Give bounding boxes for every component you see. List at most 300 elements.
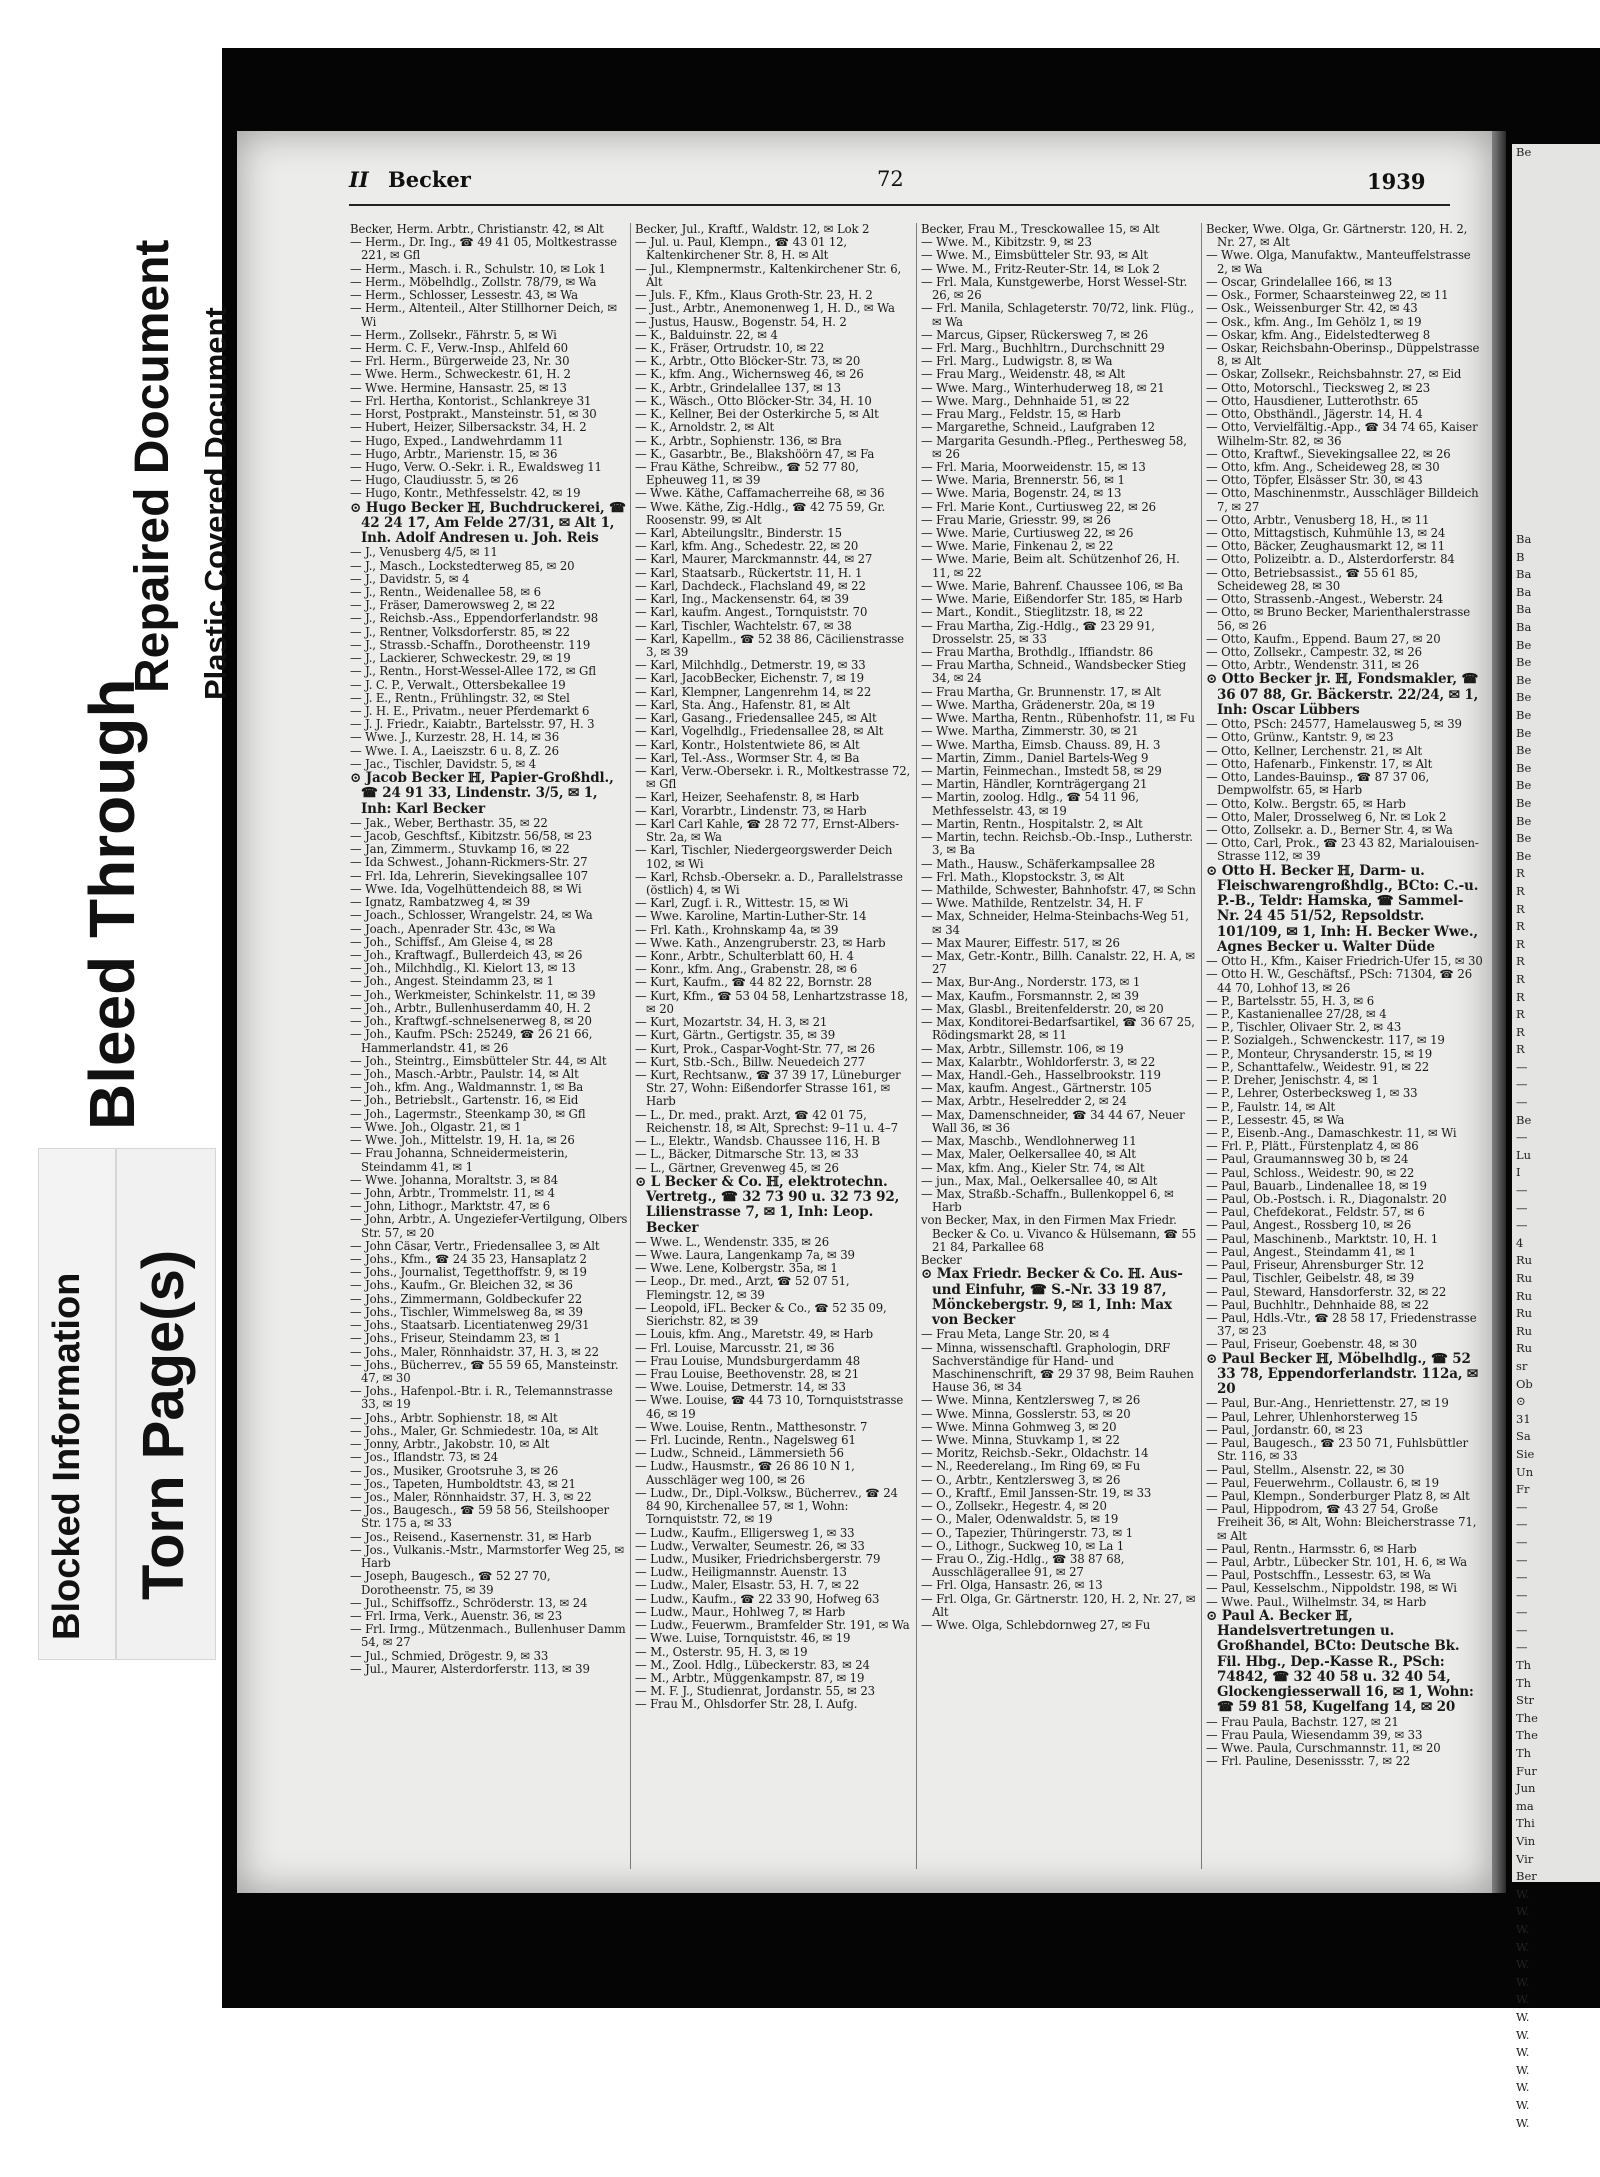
directory-entry: — Otto, Kolw.. Bergstr. 65, ✉ Harb xyxy=(1206,796,1406,811)
directory-entry: — Johs., Friseur, Steindamm 23, ✉ 1 xyxy=(350,1331,561,1346)
directory-entry: — Frl. Irma, Verk., Auenstr. 36, ✉ 23 xyxy=(350,1608,563,1623)
directory-entry: — Otto, Grünw., Kantstr. 9, ✉ 23 xyxy=(1206,730,1394,745)
directory-entry: — P. Dreher, Jenischstr. 4, ✉ 1 xyxy=(1206,1073,1379,1088)
directory-entry: — Paul, Graumannsweg 30 b, ✉ 24 xyxy=(1206,1152,1409,1167)
directory-entry: — Otto, Kraftwf., Sievekingsallee 22, ✉ 26 xyxy=(1206,446,1451,461)
directory-entry: — Wwe. Marie, Beim alt. Schützenhof 26, H. 11, ✉ 22 xyxy=(921,552,1180,580)
directory-entry: — Martin, Händler, Kornträgergang 21 xyxy=(921,777,1148,792)
adjacent-page-fragment xyxy=(1512,214,1600,232)
directory-entry: — Margarita Gesundh.-Pfleg., Perthesweg 58, ✉ 26 xyxy=(921,433,1187,461)
adjacent-page-fragment: R xyxy=(1516,989,1525,1004)
directory-entry: — Osk., Former, Schaarsteinweg 22, ✉ 11 xyxy=(1206,288,1449,303)
adjacent-page-fragment: — xyxy=(1516,1640,1528,1655)
directory-entry: ⊙ Otto Becker jr. ℍ, Fondsmakler, ☎ 36 07 88, Gr. Bäckerstr. 22/24, ✉ 1, Inh: Oscar Lübbers xyxy=(1206,671,1479,718)
adjacent-page-fragment: Thi xyxy=(1516,1816,1535,1831)
directory-entry: — Otto, Obsthändl., Jägerstr. 14, H. 4 xyxy=(1206,407,1423,422)
directory-entry: — Max, Straßb.-Schaffn., Bullenkoppel 6, ✉ Harb xyxy=(921,1186,1174,1215)
adjacent-page-fragment xyxy=(1512,496,1600,514)
blocked-information-label: Blocked Information xyxy=(46,1272,88,1640)
directory-entry: — Otto, Töpfer, Elsässer Str. 30, ✉ 43 xyxy=(1206,473,1423,488)
adjacent-page-fragment: Str xyxy=(1516,1693,1534,1708)
adjacent-page-fragment: Th xyxy=(1516,1675,1532,1690)
adjacent-page-fragment: ma xyxy=(1516,1798,1534,1813)
directory-entry: — Paul, Chefdekorat., Feldstr. 57, ✉ 6 xyxy=(1206,1205,1425,1220)
adjacent-page-fragment: Un xyxy=(1516,1464,1534,1479)
directory-entry: — Paul, Kesselschm., Nippoldstr. 198, ✉ Wi xyxy=(1206,1581,1457,1596)
directory-entry: — Paul, Bur.-Ang., Henriettenstr. 27, ✉ 19 xyxy=(1206,1396,1449,1411)
directory-entry: — L., Elektr., Wandsb. Chaussee 116, H. B xyxy=(635,1134,880,1149)
directory-entry: ⊙ Paul A. Becker ℍ, Handelsvertretungen u. Großhandel, BCto: Deutsche Bk. Fil. Hbg., Dep.-Kasse R., PSch: 74842, ☎ 32 40 58 u. 32 40 54, Glockengiesserwall 16, ✉ 1, Wohn: ☎ 59 81 58, Kugelfang 14, ✉ 20 xyxy=(1206,1607,1474,1716)
directory-entry: — Ludw., Musiker, Friedrichsbergerstr. 79 xyxy=(635,1552,881,1566)
directory-entry: — Wwe. L., Wendenstr. 335, ✉ 26 xyxy=(635,1234,829,1249)
directory-entry: — Ida Schwest., Johann-Rickmers-Str. 27 xyxy=(350,855,588,870)
adjacent-page-fragment: W. xyxy=(1516,1974,1530,1989)
directory-entry: — J., Strassb.-Schaffn., Dorotheenstr. 119 xyxy=(350,637,591,652)
directory-entry: — Wwe. Karoline, Martin-Luther-Str. 14 xyxy=(635,909,867,924)
adjacent-page-fragment: W. xyxy=(1516,1904,1530,1919)
adjacent-page-fragment: The xyxy=(1516,1710,1538,1725)
directory-entry: — M., Osterstr. 95, H. 3, ✉ 19 xyxy=(635,1644,808,1659)
directory-entry: — O., Kraftf., Emil Janssen-Str. 19, ✉ 33 xyxy=(921,1485,1152,1500)
adjacent-page-fragment: W. xyxy=(1516,1957,1530,1972)
directory-entry: — Karl, kaufm. Angest., Tornquiststr. 70 xyxy=(635,605,868,620)
adjacent-page-fragment: — xyxy=(1516,1200,1528,1215)
directory-entry: — Herm. C. F., Verw.-Insp., Ahlfeld 60 xyxy=(350,340,568,355)
adjacent-page-edge xyxy=(1512,144,1600,2130)
adjacent-page-fragment: Be xyxy=(1516,795,1532,810)
directory-entry: — K., Wäsch., Otto Blöcker-Str. 34, H. 10 xyxy=(635,393,872,408)
directory-entry: — Kurt, Gärtn., Gertigstr. 35, ✉ 39 xyxy=(635,1028,835,1043)
directory-entry: — Herm., Masch. i. R., Schulstr. 10, ✉ Lok 1 xyxy=(350,261,606,276)
adjacent-page-fragment xyxy=(1512,461,1600,479)
adjacent-page-fragment xyxy=(1512,513,1600,531)
directory-entry: — Jos., Maler, Rönnhaidstr. 37, H. 3, ✉ 22 xyxy=(350,1489,592,1504)
adjacent-page-fragment: — xyxy=(1516,1552,1528,1567)
adjacent-page-fragment: Vir xyxy=(1516,1851,1534,1866)
directory-entry: — Herm., Möbelhdlg., Zollstr. 78/79, ✉ Wa xyxy=(350,274,597,289)
directory-entry: — Wwe. M., Eimsbütteler Str. 93, ✉ Alt xyxy=(921,248,1148,263)
directory-entry: — Konr., kfm. Ang., Grabenstr. 28, ✉ 6 xyxy=(635,962,858,977)
adjacent-page-fragment: W. xyxy=(1516,2009,1530,2024)
directory-entry: — Karl, Vorarbtr., Lindenstr. 73, ✉ Harb xyxy=(635,803,867,818)
directory-entry: — Otto, Hafenarb., Finkenstr. 17, ✉ Alt xyxy=(1206,756,1433,771)
directory-entry: — K., Arbtr., Sophienstr. 136, ✉ Bra xyxy=(635,433,842,448)
directory-entry: — Frl. Marie Kont., Curtiusweg 22, ✉ 26 xyxy=(921,499,1156,514)
directory-entry: — Johs., Hafenpol.-Btr. i. R., Telemannstrasse 33, ✉ 19 xyxy=(350,1384,613,1412)
adjacent-page-fragment: Ru xyxy=(1516,1341,1533,1356)
directory-entry: — Ludw., Heiligmannstr. Auenstr. 13 xyxy=(635,1565,847,1580)
directory-entry: — Otto, Kaufm., Eppend. Baum 27, ✉ 20 xyxy=(1206,631,1441,646)
directory-entry: — Martin, techn. Reichsb.-Ob.-Insp., Lutherstr. 3, ✉ Ba xyxy=(921,830,1193,858)
directory-entry: — Paul, Angest., Steindamm 41, ✉ 1 xyxy=(1206,1244,1416,1259)
directory-entry: — Otto, Arbtr., Wendenstr. 311, ✉ 26 xyxy=(1206,658,1420,673)
column-2 xyxy=(635,223,913,1869)
directory-entry: ⊙ Jacob Becker ℍ, Papier-Großhdl., ☎ 24 91 33, Lindenstr. 3/5, ✉ 1, Inh: Karl Becker xyxy=(350,770,614,817)
directory-entry: — Jos., Reisend., Kasernenstr. 31, ✉ Harb xyxy=(350,1529,592,1544)
adjacent-page-fragment: R xyxy=(1516,971,1525,986)
directory-entry: ⊙ Hugo Becker ℍ, Buchdruckerei, ☎ 42 24 17, Am Felde 27/31, ✉ Alt 1, Inh. Adolf Andresen u. Joh. Reis xyxy=(350,499,626,547)
adjacent-page-fragment: I xyxy=(1516,1165,1521,1180)
adjacent-page-fragment: W. xyxy=(1516,2045,1530,2060)
directory-entry: — Otto H. W., Geschäftsf., PSch: 71304, ☎ 26 44 70, Lohhof 13, ✉ 26 xyxy=(1206,967,1472,995)
directory-entry: — Otto, kfm. Ang., Scheideweg 28, ✉ 30 xyxy=(1206,459,1440,474)
directory-entry: — P., Kastanienallee 27/28, ✉ 4 xyxy=(1206,1006,1387,1021)
directory-entry: — Joseph, Baugesch., ☎ 52 27 70, Dorotheenstr. 75, ✉ 39 xyxy=(350,1569,551,1597)
directory-entry: — P., Monteur, Chrysanderstr. 15, ✉ 19 xyxy=(1206,1046,1432,1061)
directory-entry: — Ludw., Kaufm., Elligersweg 1, ✉ 33 xyxy=(635,1525,855,1540)
directory-entry: — Otto, Kellner, Lerchenstr. 21, ✉ Alt xyxy=(1206,743,1423,758)
directory-entry: — Max, kaufm. Angest., Gärtnerstr. 105 xyxy=(921,1081,1152,1096)
directory-entry: — Joh., Angest. Steindamm 23, ✉ 1 xyxy=(350,974,554,989)
directory-entry: ⊙ Max Friedr. Becker & Co. ℍ. Aus- und Einfuhr, ☎ S.-Nr. 33 19 87, Mönckebergstr. 9, ✉ 1, Inh: Max von Becker xyxy=(921,1266,1183,1329)
directory-entry: — Wwe. Martha, Rentn., Rübenhofstr. 11, ✉ Fu xyxy=(921,711,1195,726)
directory-entry: — Max, Kaufm., Forsmannstr. 2, ✉ 39 xyxy=(921,988,1139,1003)
directory-entry: — Karl, Gasang., Friedensallee 245, ✉ Alt xyxy=(635,711,877,726)
directory-entry: — J., Fräser, Damerowsweg 2, ✉ 22 xyxy=(350,598,556,613)
directory-entry: — Joh., Kraftwgf.-schnelsenerweg 8, ✉ 20 xyxy=(350,1014,592,1029)
directory-entry: — Frau Marg., Weidenstr. 48, ✉ Alt xyxy=(921,367,1126,382)
directory-entry: — Frl. Manila, Schlageterstr. 70/72, link. Flüg., ✉ Wa xyxy=(921,301,1194,329)
directory-entry: — Joh., Werkmeister, Schinkelstr. 11, ✉ 39 xyxy=(350,987,596,1002)
adjacent-page-fragment: Be xyxy=(1516,1112,1532,1127)
directory-entry: — L., Dr. med., prakt. Arzt, ☎ 42 01 75, Reichenstr. 18, ✉ Alt, Sprechst: 9–11 u. 4–7 xyxy=(635,1107,898,1135)
adjacent-page-fragment: Ba xyxy=(1516,620,1532,635)
adjacent-page-fragment: Ru xyxy=(1516,1271,1533,1285)
adjacent-page-fragment: W. xyxy=(1516,2097,1530,2112)
adjacent-page-fragment: — xyxy=(1516,1095,1528,1110)
adjacent-page-fragment xyxy=(1512,338,1600,356)
directory-entry: — Frl. Kath., Krohnskamp 4a, ✉ 39 xyxy=(635,922,839,937)
directory-entry: — Kurt, Stb.-Sch., Billw. Neuedeich 277 xyxy=(635,1054,866,1069)
adjacent-page-fragment: R xyxy=(1516,866,1525,881)
adjacent-page-fragment: Be xyxy=(1516,831,1532,846)
directory-entry: — Herm., Altenteil., Alter Stillhorner Deich, ✉ Wi xyxy=(350,301,618,329)
directory-entry: — Hubert, Heizer, Silbersackstr. 34, H. 2 xyxy=(350,420,587,435)
directory-entry: — Margarethe, Schneid., Laufgraben 12 xyxy=(921,420,1155,435)
directory-entry: — Max, Bur-Ang., Norderstr. 173, ✉ 1 xyxy=(921,975,1141,990)
directory-entry: — Max, Maschb., Wendlohnerweg 11 xyxy=(921,1134,1137,1149)
adjacent-page-fragment: Be xyxy=(1516,637,1532,652)
adjacent-page-fragment: — xyxy=(1516,1605,1528,1620)
adjacent-page-fragment: B xyxy=(1516,549,1525,564)
directory-entry: — Wwe. Laura, Langenkamp 7a, ✉ 39 xyxy=(635,1247,855,1262)
adjacent-page-fragment: R xyxy=(1516,1024,1525,1039)
directory-entry: — Oskar, kfm. Ang., Eidelstedterweg 8 xyxy=(1206,327,1430,342)
directory-entry: — Johs., Arbtr. Sophienstr. 18, ✉ Alt xyxy=(350,1410,558,1425)
directory-entry: — Max, Arbtr., Heselredder 2, ✉ 24 xyxy=(921,1094,1127,1109)
directory-entry: — Wwe. Käthe, Caffamacherreihe 68, ✉ 36 xyxy=(635,486,885,501)
directory-entry: — O., Tapezier, Thüringerstr. 73, ✉ 1 xyxy=(921,1525,1134,1540)
adjacent-page-fragment: — xyxy=(1516,1622,1528,1637)
repaired-document-label: Repaired Document xyxy=(126,239,179,693)
directory-entry: — Jos., Tapeten, Humboldtstr. 43, ✉ 21 xyxy=(350,1476,576,1491)
directory-entry: — John Cäsar, Vertr., Friedensallee 3, ✉ Alt xyxy=(350,1238,600,1253)
directory-entry: Becker, Herm. Arbtr., Christianstr. 42, ✉ Alt xyxy=(350,222,604,236)
directory-entry: — Martin, Rentn., Hospitalstr. 2, ✉ Alt xyxy=(921,816,1143,831)
directory-entry: — Osk., kfm. Ang., Im Gehölz 1, ✉ 19 xyxy=(1206,314,1422,329)
directory-entry: — Wwe. Louise, ☎ 44 73 10, Tornquiststrasse 46, ✉ 19 xyxy=(635,1393,904,1421)
directory-entry: — Jul., Schiffsoffz., Schröderstr. 13, ✉ 24 xyxy=(350,1595,588,1610)
directory-entry: — Otto, Landes-Bauinsp., ☎ 87 37 06, Dempwolfstr. 65, ✉ Harb xyxy=(1206,770,1430,798)
directory-entry: — Horst, Postprakt., Mansteinstr. 51, ✉ 30 xyxy=(350,407,597,422)
directory-entry: — Oscar, Grindelallee 166, ✉ 13 xyxy=(1206,274,1393,289)
adjacent-page-fragment xyxy=(1512,302,1600,320)
directory-entry: — Jacob, Geschftsf., Kibitzstr. 56/58, ✉ 23 xyxy=(350,829,592,844)
directory-entry: — Joh., kfm. Ang., Waldmannstr. 1, ✉ Ba xyxy=(350,1080,584,1095)
directory-entry: — Wwe. I. A., Laeiszstr. 6 u. 8, Z. 26 xyxy=(350,743,559,758)
directory-entry: — Max, Getr.-Kontr., Billh. Canalstr. 22, H. A, ✉ 27 xyxy=(921,949,1195,977)
directory-entry: — John, Arbtr., Trommelstr. 11, ✉ 4 xyxy=(350,1185,555,1200)
directory-entry: — Johs., Maler, Gr. Schmiedestr. 10a, ✉ Alt xyxy=(350,1423,599,1438)
directory-entry: — Paul, Friseur, Goebenstr. 48, ✉ 30 xyxy=(1206,1337,1417,1352)
directory-entry: — Martin, zoolog. Hdlg., ☎ 54 11 96, Methfesselstr. 43, ✉ 19 xyxy=(921,790,1139,818)
directory-entry: — Wwe. M., Fritz-Reuter-Str. 14, ✉ Lok 2 xyxy=(921,261,1160,276)
adjacent-page-fragment xyxy=(1512,197,1600,215)
directory-entry: — Frau O., Zig.-Hdlg., ☎ 38 87 68, Ausschlägerallee 91, ✉ 27 xyxy=(921,1552,1125,1580)
adjacent-page-fragment xyxy=(1512,250,1600,268)
directory-entry: — Karl, Dachdeck., Flachsland 49, ✉ 22 xyxy=(635,578,866,593)
directory-entry: — P., Schanttafelw., Weidestr. 91, ✉ 22 xyxy=(1206,1059,1430,1074)
directory-entry: — Hugo, Kontr., Methfesselstr. 42, ✉ 19 xyxy=(350,486,581,501)
directory-entry: — Paul, Baugesch., ☎ 23 50 71, Fuhlsbüttler Str. 116, ✉ 33 xyxy=(1206,1436,1468,1464)
directory-entry: — Karl, Kontr., Holstentwiete 86, ✉ Alt xyxy=(635,737,860,752)
directory-entry: — Frl. Irmg., Mützenmach., Bullenhuser Damm 54, ✉ 27 xyxy=(350,1622,626,1650)
directory-entry: — Frl. Olga, Gr. Gärtnerstr. 120, H. 2, Nr. 27, ✉ Alt xyxy=(921,1591,1196,1619)
directory-entry: — Frl. P., Plätt., Fürstenplatz 4, ✉ 86 xyxy=(1206,1139,1419,1154)
directory-entry: — Oskar, Reichsbahn-Oberinsp., Düppelstrasse 8, ✉ Alt xyxy=(1206,340,1480,369)
directory-entry: — Paul, Rentn., Harmsstr. 6, ✉ Harb xyxy=(1206,1541,1417,1556)
directory-entry: — Moritz, Reichsb.-Sekr., Oldachstr. 14 xyxy=(921,1446,1149,1461)
directory-entry: — Otto, Betriebsassist., ☎ 55 61 85, Scheideweg 28, ✉ 30 xyxy=(1206,565,1418,593)
directory-entry: — Joh., Steintrg., Eimsbütteler Str. 44, ✉ Alt xyxy=(350,1053,607,1068)
directory-entry: — Johs., Bücherrev., ☎ 55 59 65, Mansteinstr. 47, ✉ 30 xyxy=(350,1357,619,1385)
directory-entry: — Jul., Schmied, Drögestr. 9, ✉ 33 xyxy=(350,1648,549,1663)
directory-entry: Becker, Wwe. Olga, Gr. Gärtnerstr. 120, H. 2, Nr. 27, ✉ Alt xyxy=(1206,222,1468,250)
directory-entry: — Jac., Tischler, Davidstr. 5, ✉ 4 xyxy=(350,756,537,771)
adjacent-page-fragment: The xyxy=(1516,1728,1538,1743)
adjacent-page-fragment: Be xyxy=(1516,672,1532,687)
directory-entry: — L., Bäcker, Ditmarsche Str. 13, ✉ 33 xyxy=(635,1147,859,1162)
adjacent-page-fragment: sr xyxy=(1516,1358,1528,1373)
directory-entry: — Wwe. Marie, Eißendorfer Str. 185, ✉ Harb xyxy=(921,592,1183,607)
directory-entry: — Paul, Friseur, Ahrensburger Str. 12 xyxy=(1206,1258,1425,1273)
directory-entry: — Wwe. Martha, Zimmerstr. 30, ✉ 21 xyxy=(921,724,1139,739)
directory-entry: — Johs., Journalist, Tegetthoffstr. 9, ✉ 19 xyxy=(350,1265,587,1280)
directory-entry: — Jos., Iflandstr. 73, ✉ 24 xyxy=(350,1450,498,1465)
adjacent-page-fragment xyxy=(1512,162,1600,180)
directory-entry: — Ludw., Hausmstr., ☎ 26 86 10 N 1, Ausschläger weg 100, ✉ 26 xyxy=(635,1459,855,1487)
directory-entry: — Minna, wissenschaftl. Graphologin, DRF Sachverständige für Hand- und Maschinenschrift, ☎ 29 37 98, Beim Rauhen Hause 36, ✉ 34 xyxy=(921,1340,1194,1395)
column-1 xyxy=(350,223,628,1869)
directory-entry: — J., Venusberg 4/5, ✉ 11 xyxy=(350,545,498,560)
directory-entry: — J., Rentn., Horst-Wessel-Allee 172, ✉ Gfl xyxy=(350,664,596,679)
directory-entry: — Ludw., Verwalter, Seumestr. 26, ✉ 33 xyxy=(635,1538,865,1553)
directory-entry: — Johs., Staatsarb. Licentiatenweg 29/31 xyxy=(350,1318,590,1333)
directory-entry: — J. H. E., Privatm., neuer Pferdemarkt 6 xyxy=(350,703,590,718)
directory-entry: — Frau Paula, Wiesendamm 39, ✉ 33 xyxy=(1206,1727,1423,1742)
directory-entry: ⊙ Otto H. Becker ℍ, Darm- u. Fleischwarengroßhdlg., BCto: C.-u. P.-B., Teldr: Hamska, ☎ Sammel-Nr. 24 45 51/52, Repsoldstr. 101/109, ✉ 1, Inh: H. Becker Wwe., Agnes Becker u. Walter Düde xyxy=(1206,862,1479,955)
adjacent-page-fragment: Be xyxy=(1516,690,1532,705)
directory-entry: — Joach., Schlosser, Wrangelstr. 24, ✉ Wa xyxy=(350,908,593,923)
directory-entry: — Joh., Arbtr., Bullenhuserdamm 40, H. 2 xyxy=(350,1000,591,1015)
directory-entry: — Frl. Pauline, Desenissstr. 7, ✉ 22 xyxy=(1206,1754,1411,1769)
directory-entry: — Frl. Mala, Kunstgewerbe, Horst Wessel-Str. 26, ✉ 26 xyxy=(921,274,1188,303)
directory-entry: — Karl, Klempner, Langenrehm 14, ✉ 22 xyxy=(635,684,872,699)
directory-entry: — Max, Glasbl., Breitenfelderstr. 20, ✉ 20 xyxy=(921,1001,1164,1016)
directory-entry: — P., Bartelsstr. 55, H. 3, ✉ 6 xyxy=(1206,993,1375,1008)
directory-entry: — O., Maler, Odenwaldstr. 5, ✉ 19 xyxy=(921,1512,1119,1527)
adjacent-page-fragment: R xyxy=(1516,883,1525,898)
adjacent-page-fragment xyxy=(1512,267,1600,285)
directory-entry: — Kurt, Kfm., ☎ 53 04 58, Lenhartzstrasse 18, ✉ 20 xyxy=(635,988,909,1016)
directory-entry: — Karl, Tischler, Niedergeorgswerder Deich 102, ✉ Wi xyxy=(635,843,893,871)
directory-entry: — Johs., Kfm., ☎ 24 35 23, Hansaplatz 2 xyxy=(350,1252,587,1267)
adjacent-page-fragment: — xyxy=(1516,1218,1528,1233)
adjacent-page-fragment: W. xyxy=(1516,2027,1530,2042)
adjacent-page-fragment: W. xyxy=(1516,2080,1530,2095)
directory-entry: — Paul, Schloss., Weidestr. 90, ✉ 22 xyxy=(1206,1165,1415,1180)
header-rule xyxy=(349,204,1450,206)
directory-entry: — Otto, Polizeibtr. a. D., Alsterdorferstr. 84 xyxy=(1206,552,1455,567)
directory-entry: — Frl. Math., Klopstockstr. 3, ✉ Alt xyxy=(921,869,1125,884)
directory-entry: — Otto, Strassenb.-Angest., Weberstr. 24 xyxy=(1206,592,1444,607)
directory-entry: — Osk., Weissenburger Str. 42, ✉ 43 xyxy=(1206,301,1418,316)
directory-entry: — Otto, Maler, Drosselweg 6, Nr. ✉ Lok 2 xyxy=(1206,809,1447,824)
adjacent-page-fragment: — xyxy=(1516,1499,1528,1514)
directory-entry: — Paul, Arbtr., Lübecker Str. 101, H. 6, ✉ Wa xyxy=(1206,1555,1467,1570)
directory-entry: — Mart., Kondit., Stieglitzstr. 18, ✉ 22 xyxy=(921,605,1144,620)
directory-entry: — P., Faulstr. 14, ✉ Alt xyxy=(1206,1099,1336,1114)
directory-entry: — J., Rentner, Volksdorferstr. 85, ✉ 22 xyxy=(350,624,570,639)
column-4 xyxy=(1206,223,1484,1869)
running-head-name: Becker xyxy=(387,167,471,192)
directory-entry: — Joach., Apenrader Str. 43c, ✉ Wa xyxy=(350,921,556,936)
directory-entry: — J., Lackierer, Schweckestr. 29, ✉ 19 xyxy=(350,651,571,666)
directory-entry: — Paul, Ob.-Postsch. i. R., Diagonalstr. 20 xyxy=(1206,1192,1447,1207)
directory-entry: — K., Fräser, Ortrudstr. 10, ✉ 22 xyxy=(635,340,825,355)
directory-entry: — Louis, kfm. Ang., Maretstr. 49, ✉ Harb xyxy=(635,1327,874,1342)
directory-entry: — Wwe. Johanna, Moraltstr. 3, ✉ 84 xyxy=(350,1172,559,1187)
directory-entry: — Karl, Staatsarb., Rückertstr. 11, H. 1 xyxy=(635,565,863,580)
directory-entry: — Paul, Maschinenb., Marktstr. 10, H. 1 xyxy=(1206,1231,1438,1246)
directory-entry: — Ludw., Feuerwm., Bramfelder Str. 191, ✉ Wa xyxy=(635,1618,910,1633)
adjacent-page-fragment: Ba xyxy=(1516,532,1532,547)
directory-entry: — Wwe. Marg., Dehnhaide 51, ✉ 22 xyxy=(921,393,1130,408)
directory-entry: — Otto, Hausdiener, Lutterothstr. 65 xyxy=(1206,393,1419,408)
directory-entry: — Ludw., Kaufm., ☎ 22 33 90, Hofweg 63 xyxy=(635,1591,880,1606)
directory-entry: — M. F. J., Studienrat, Jordanstr. 55, ✉ 23 xyxy=(635,1684,875,1699)
directory-entry: — K., Arnoldstr. 2, ✉ Alt xyxy=(635,420,775,435)
directory-entry: — Paul, Feuerwehrm., Collaustr. 6, ✉ 19 xyxy=(1206,1475,1439,1490)
directory-entry: — Jos., Vulkanis.-Mstr., Marmstorfer Weg 25, ✉ Harb xyxy=(350,1542,625,1571)
directory-entry: — Oskar, Zollsekr., Reichsbahnstr. 27, ✉ Eid xyxy=(1206,367,1462,382)
directory-entry: — Ludw., Schneid., Lämmersieth 56 xyxy=(635,1446,844,1461)
directory-entry: — Johs., Tischler, Wimmelsweg 8a, ✉ 39 xyxy=(350,1304,583,1319)
directory-entry: — Wwe. Marg., Winterhuderweg 18, ✉ 21 xyxy=(921,380,1165,395)
directory-entry: — John, Arbtr., A. Ungeziefer-Vertilgung, Olbers Str. 57, ✉ 20 xyxy=(350,1212,628,1240)
running-head xyxy=(349,167,471,192)
directory-entry: — Ignatz, Rambatzweg 4, ✉ 39 xyxy=(350,895,530,910)
directory-entry: — Max, Maler, Oelkersallee 40, ✉ Alt xyxy=(921,1147,1136,1162)
directory-entry: — Leop., Dr. med., Arzt, ☎ 52 07 51, Flemingstr. 12, ✉ 39 xyxy=(635,1274,850,1302)
directory-entry: — Ludw., Maler, Elsastr. 53, H. 7, ✉ 22 xyxy=(635,1578,860,1593)
adjacent-page-fragment: W. xyxy=(1516,1886,1530,1901)
adjacent-page-fragment xyxy=(1512,179,1600,197)
directory-entry: — Frau Meta, Lange Str. 20, ✉ 4 xyxy=(921,1327,1110,1342)
directory-entry: — Joh., Milchhdlg., Kl. Kielort 13, ✉ 13 xyxy=(350,961,576,976)
directory-entry: — Konr., Arbtr., Schulterblatt 60, H. 4 xyxy=(635,949,854,964)
directory-entry: — J. C. P., Verwalt., Ottersbekallee 19 xyxy=(350,677,566,692)
directory-entry: — Martin, Zimm., Daniel Bartels-Weg 9 xyxy=(921,750,1149,765)
directory-entry: — Wwe. Maria, Brennerstr. 56, ✉ 1 xyxy=(921,473,1125,488)
directory-entry: — Max, Arbtr., Sillemstr. 106, ✉ 19 xyxy=(921,1041,1124,1056)
adjacent-page-fragment: Ru xyxy=(1516,1253,1533,1268)
directory-entry: — Karl, Milchhdlg., Detmerstr. 19, ✉ 33 xyxy=(635,658,866,673)
directory-entry: — Jul., Klempnermstr., Kaltenkirchener Str. 6, Alt xyxy=(635,261,902,289)
directory-entry: — Joh., Masch.-Arbtr., Paulstr. 14, ✉ Alt xyxy=(350,1066,579,1081)
directory-entry: — Otto H., Kfm., Kaiser Friedrich-Ufer 15, ✉ 30 xyxy=(1206,954,1483,969)
column-divider xyxy=(1201,223,1202,1869)
directory-entry: — Wwe. Maria, Bogenstr. 24, ✉ 13 xyxy=(921,486,1122,501)
directory-entry: von Becker, Max, in den Firmen Max Friedr. Becker & Co. u. Vivanco & Hülsemann, ☎ 55 21 84, Parkallee 68 xyxy=(921,1213,1197,1254)
adjacent-page-fragment xyxy=(1512,390,1600,408)
directory-entry: — Frau Martha, Zig.-Hdlg., ☎ 23 29 91, Drosselstr. 25, ✉ 33 xyxy=(921,618,1155,646)
directory-entry: — P. Sozialgeh., Schwenckestr. 117, ✉ 19 xyxy=(1206,1033,1445,1048)
directory-entry: — Herm., Zollsekr., Fährstr. 5, ✉ Wi xyxy=(350,327,557,342)
directory-entry: — Karl, Tel.-Ass., Wormser Str. 4, ✉ Ba xyxy=(635,750,860,765)
directory-entry: — Frau Martha, Schneid., Wandsbecker Stieg 34, ✉ 24 xyxy=(921,658,1187,686)
adjacent-page-fragment: Sie xyxy=(1516,1446,1535,1461)
directory-entry: — Paul, Hippodrom, ☎ 43 27 54, Große Freiheit 36, ✉ Alt, Wohn: Bleicherstrasse 71, ✉ Alt xyxy=(1206,1502,1477,1543)
directory-entry: — Marcus, Gipser, Rückersweg 7, ✉ 26 xyxy=(921,327,1149,342)
directory-entry: — Karl, kfm. Ang., Schedestr. 22, ✉ 20 xyxy=(635,539,859,554)
adjacent-page-fragment xyxy=(1512,443,1600,461)
directory-entry: — Paul, Buchhltr., Dehnhaide 88, ✉ 22 xyxy=(1206,1297,1429,1312)
directory-entry: — Frl. Olga, Hansastr. 26, ✉ 13 xyxy=(921,1578,1103,1593)
directory-entry: — Wwe. Paul., Wilhelmstr. 34, ✉ Harb xyxy=(1206,1594,1427,1609)
adjacent-page-fragment xyxy=(1512,373,1600,391)
directory-entry: — Just., Arbtr., Anemonenweg 1, H. D., ✉ Wa xyxy=(635,301,895,316)
adjacent-page-fragment: R xyxy=(1516,919,1525,934)
directory-entry: — Frl. Lucinde, Rentn., Nagelsweg 61 xyxy=(635,1433,856,1448)
adjacent-page-fragment: Be xyxy=(1516,655,1532,670)
adjacent-page-fragment: — xyxy=(1516,1059,1528,1074)
adjacent-page-fragment: Be xyxy=(1516,813,1532,828)
directory-entry: — Wwe. Minna Gohmweg 3, ✉ 20 xyxy=(921,1419,1117,1434)
directory-entry: — Otto, Carl, Prok., ☎ 23 43 82, Marialouisen-Strasse 112, ✉ 39 xyxy=(1206,836,1479,864)
adjacent-page-fragment: — xyxy=(1516,1183,1528,1198)
directory-entry: — Frl. Marg., Ludwigstr. 8, ✉ Wa xyxy=(921,354,1113,369)
section-number: II xyxy=(349,167,369,192)
directory-entry: — Wwe. Olga, Schlebdornweg 27, ✉ Fu xyxy=(921,1618,1151,1633)
directory-entry: — Max, Schneider, Helma-Steinbachs-Weg 51, ✉ 34 xyxy=(921,909,1189,937)
directory-entry: — M., Zool. Hdlg., Lübeckerstr. 83, ✉ 24 xyxy=(635,1657,870,1672)
directory-entry: — M., Arbtr., Müggenkampstr. 87, ✉ 19 xyxy=(635,1670,865,1685)
directory-entry: — P., Lehrer, Osterbecksweg 1, ✉ 33 xyxy=(1206,1086,1418,1101)
adjacent-page-fragment: Th xyxy=(1516,1658,1532,1673)
adjacent-page-fragment: Lu xyxy=(1516,1147,1532,1162)
adjacent-page-fragment: Jun xyxy=(1516,1781,1536,1796)
directory-entry: — J. E., Rentn., Frühlingstr. 32, ✉ Stel xyxy=(350,690,570,705)
directory-entry: Becker xyxy=(921,1253,962,1268)
directory-entry: — K., Arbtr., Grindelallee 137, ✉ 13 xyxy=(635,380,841,395)
adjacent-page-fragment: R xyxy=(1516,901,1525,916)
directory-entry: — K., Gasarbtr., Be., Blakshöörn 47, ✉ Fa xyxy=(635,446,875,461)
adjacent-page-fragment: Vin xyxy=(1516,1834,1536,1848)
directory-entry: — Paul, Lehrer, Uhlenhorsterweg 15 xyxy=(1206,1409,1418,1424)
directory-entry: — Wwe. Marie, Curtiusweg 22, ✉ 26 xyxy=(921,526,1134,541)
directory-entry: — Jul., Maurer, Alsterdorferstr. 113, ✉ 39 xyxy=(350,1661,590,1676)
